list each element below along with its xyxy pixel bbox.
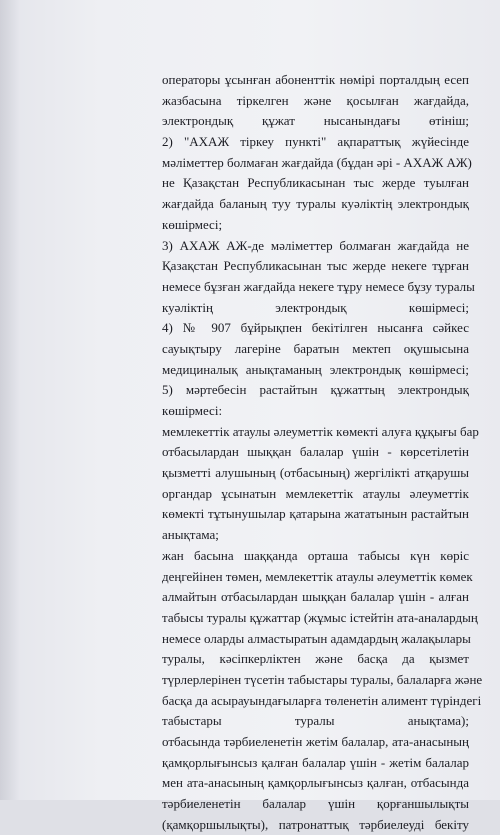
text-line: мемлекеттік атаулы әлеуметтік көмекті алуға құқығы бар xyxy=(162,423,479,439)
text-line: электрондық құжат нысанындағы өтініш; xyxy=(162,113,469,129)
text-line: жағдайда баланың туу туралы куәліктің электрондық xyxy=(162,196,469,212)
text-line: немесе бұзған жағдайда некеге тұру немесе бұзу туралы xyxy=(162,278,475,294)
text-line: куәліктің электрондық көшірмесі; xyxy=(162,299,469,315)
text-line: қызметті алушының (отбасының) жергілікті атқарушы xyxy=(162,465,469,481)
text-line: мен ата-анасының қамқорлығынсыз қалған, отбасында xyxy=(162,775,469,791)
text-line: 3) АХАЖ АЖ-де мәліметтер болмаған жағдайда не xyxy=(162,237,469,253)
text-line: отбасылардан шыққан балалар үшін - көрсетілетін xyxy=(162,444,469,460)
text-line: табысы туралы құжаттар (жұмыс істейтін ата-аналардың xyxy=(162,609,478,625)
text-line: 5) мәртебесін растайтын құжаттың электрондық xyxy=(162,382,469,398)
text-line: жан басына шаққанда орташа табысы күн көріс xyxy=(162,547,469,563)
text-line: көшірмесі: xyxy=(162,403,223,418)
text-line: қамқорлығынсыз қалған балалар үшін - жетім балалар xyxy=(162,754,469,770)
text-line: алмайтын отбасылардан шыққан балалар үшін - алған xyxy=(162,589,469,605)
text-line: түрлерлерінен түсетін табыстары туралы, балаларға және xyxy=(162,671,483,687)
text-line: немесе оларды алмастыратын адамдардың жалақылары xyxy=(162,630,471,646)
text-line: анықтама; xyxy=(162,527,219,543)
text-line: туралы, кәсіпкерліктен және басқа да қызмет xyxy=(162,651,469,667)
page-edge-shadow xyxy=(0,0,20,800)
text-line: (қамқоршылықты), патронаттық тәрбиелеуді бекіту xyxy=(162,816,469,832)
text-line: медициналық анықтаманың электрондық көшірмесі; xyxy=(162,361,469,377)
text-line: Қазақстан Республикасынан тыс жерде некеге тұрған xyxy=(162,258,469,274)
text-line: тәрбиеленетін балалар үшін қорғаншылықты xyxy=(162,796,469,812)
text-line: сауықтыру лагеріне баратын мектеп оқушысына xyxy=(162,340,469,356)
text-line: отбасында тәрбиеленетін жетім балалар, ата-анасының xyxy=(162,734,469,749)
text-line: органдар ұсынатын мемлекеттік атаулы әлеуметтік xyxy=(162,485,469,501)
text-line: операторы ұсынған абоненттік нөмірі порталдың есеп xyxy=(162,72,469,87)
text-line: жазбасына тіркелген және қосылған жағдайда, xyxy=(162,92,469,108)
text-line: басқа да асырауындағыларға төленетін алимент түріндегі xyxy=(162,692,482,708)
text-line: табыстары туралы анықтама); xyxy=(162,713,469,729)
text-line: көшірмесі; xyxy=(162,216,223,232)
text-line: 4) № 907 бұйрықпен бекітілген нысанға сәйкес xyxy=(162,320,469,336)
document-text-block xyxy=(162,70,483,835)
text-line: не Қазақстан Республикасынан тыс жерде туылған xyxy=(162,175,469,191)
text-line: мәліметтер болмаған жағдайда (бұдан әрі - АХАЖ АЖ) xyxy=(162,154,472,170)
text-line: деңгейінен төмен, мемлекеттік атаулы әлеуметтік көмек xyxy=(162,568,473,584)
text-line: көмекті тұтынушылар қатарына жататынын растайтын xyxy=(162,506,469,522)
text-line: 2) "АХАЖ тіркеу пункті" ақпараттық жүйесінде xyxy=(162,134,469,150)
